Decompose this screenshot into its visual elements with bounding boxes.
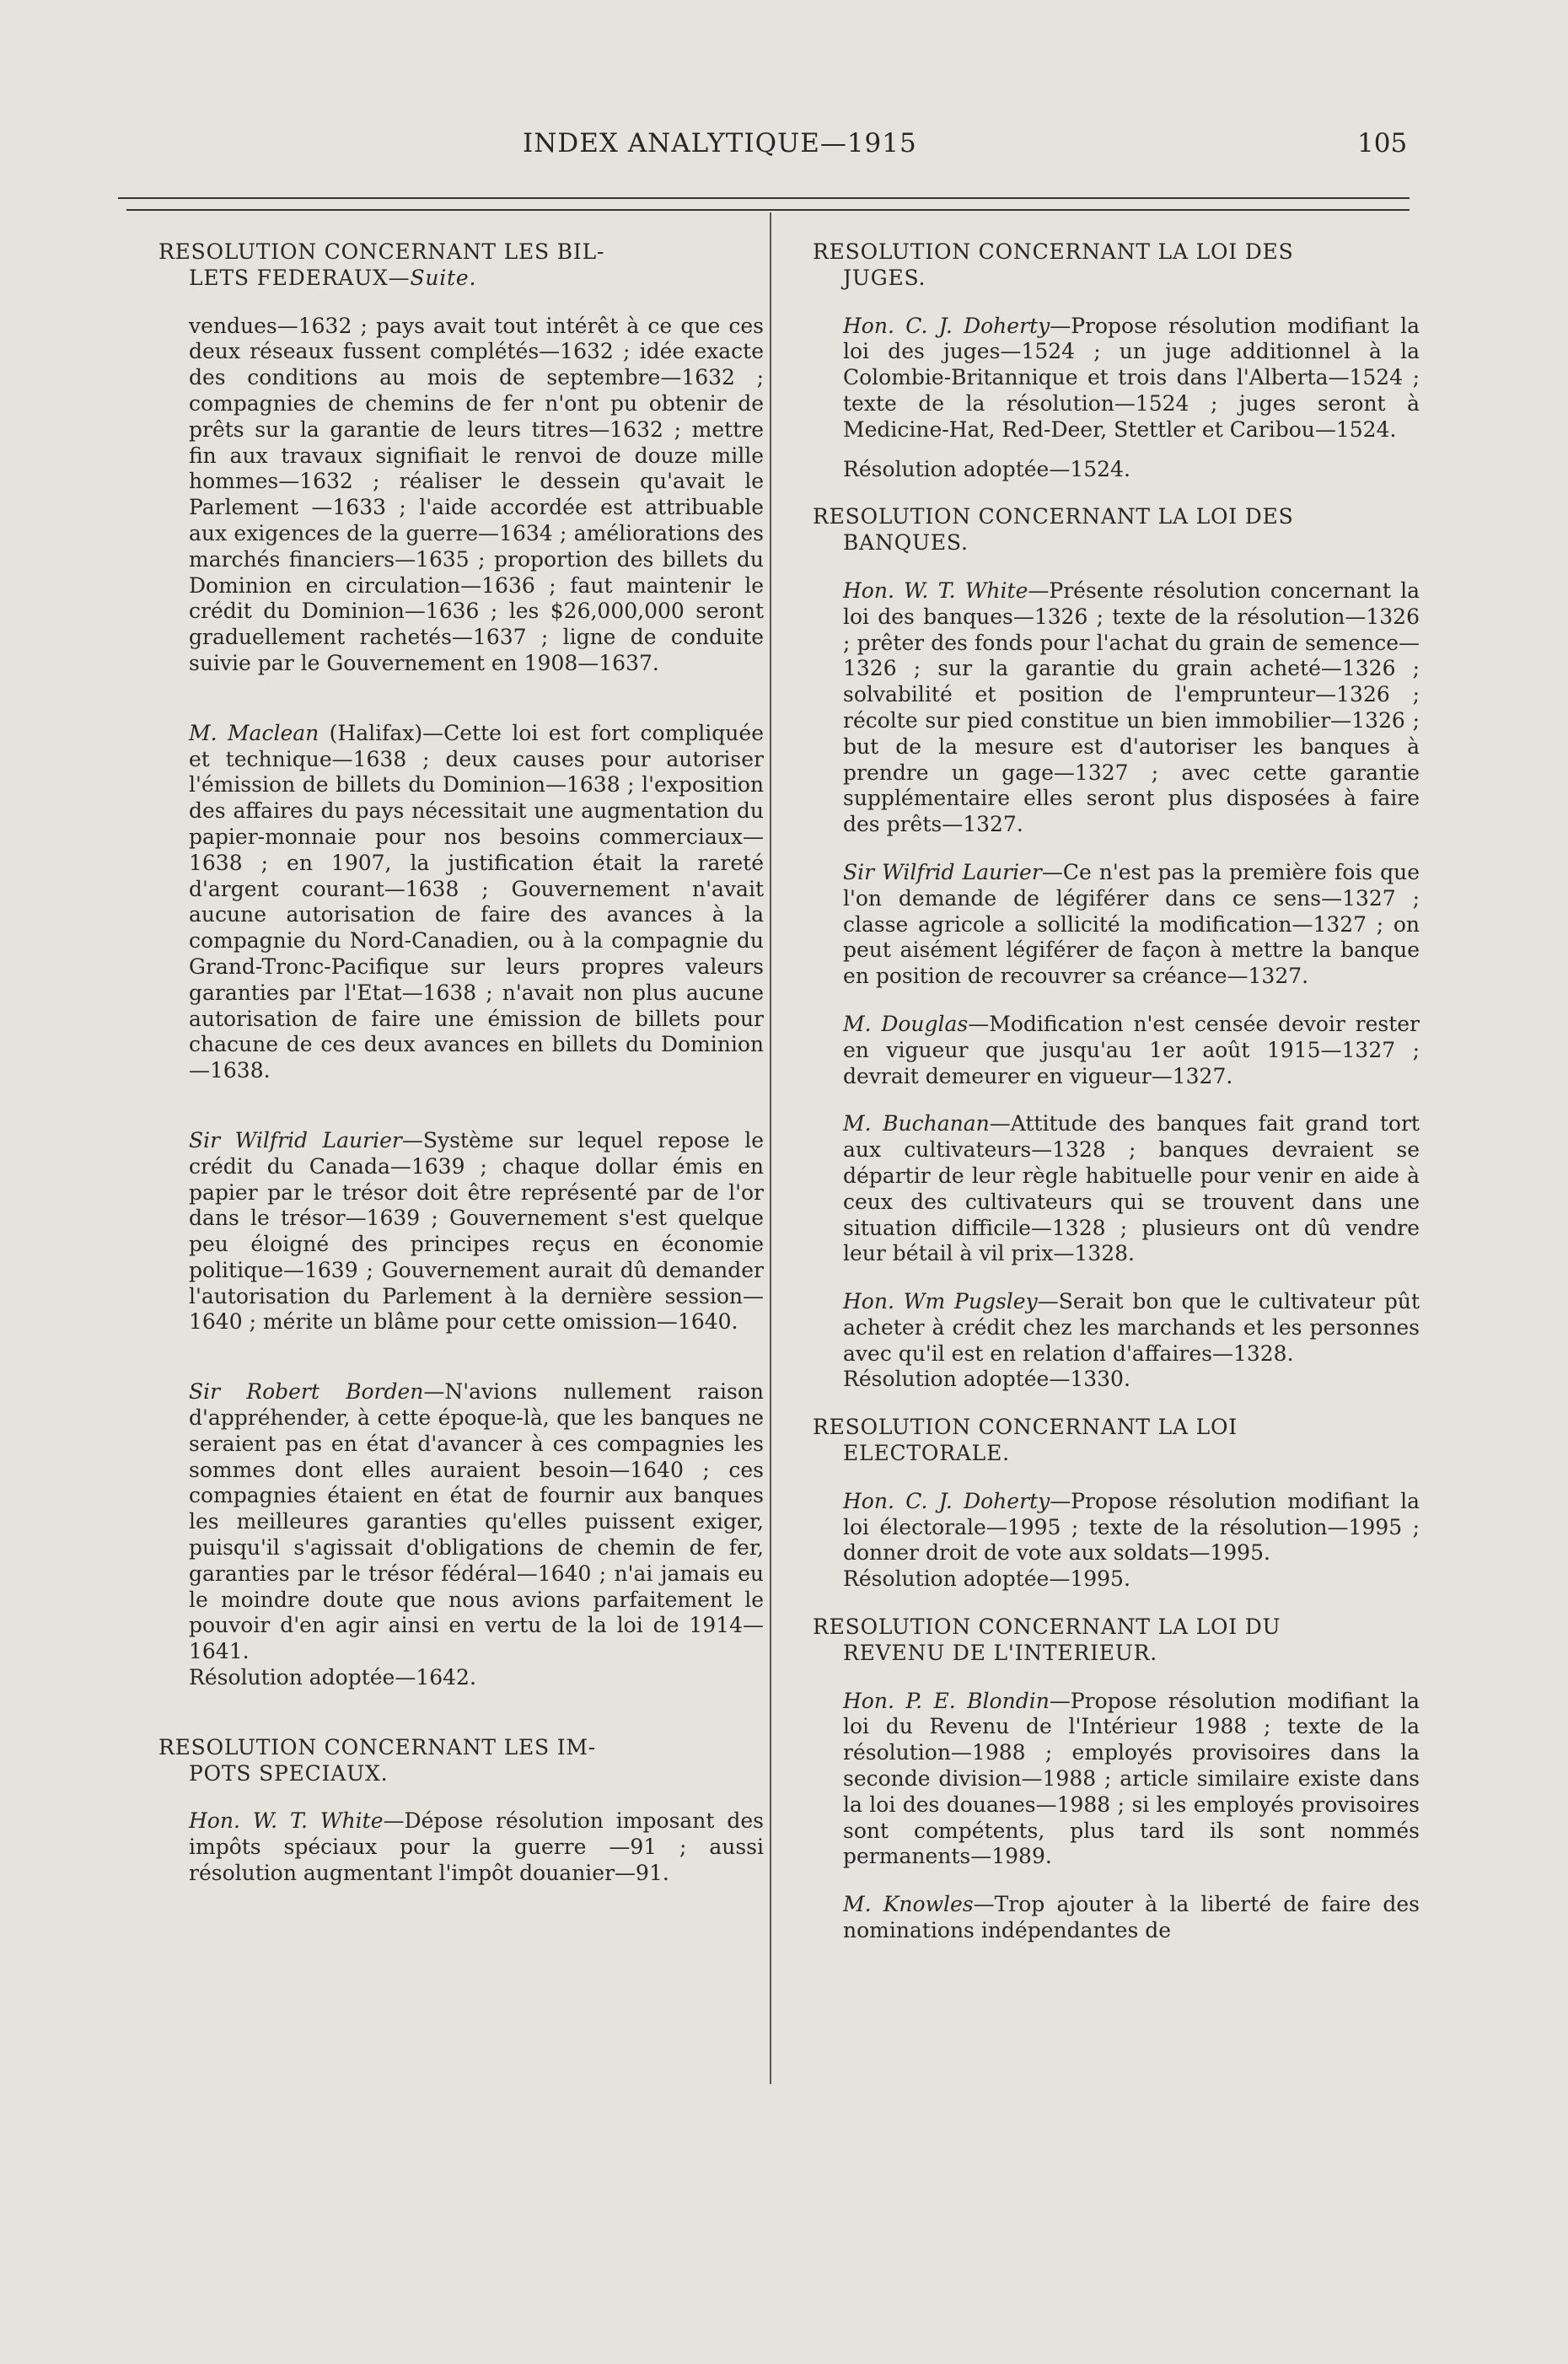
section-heading-loi-des-juges bbox=[813, 239, 1420, 292]
index-entry bbox=[813, 578, 1420, 838]
section-heading-loi-electorale bbox=[813, 1415, 1420, 1467]
section-heading-billets-federaux bbox=[158, 239, 764, 292]
entry-text: —Attitude des banques fait grand tort aux cultivateurs—1328 ; banques devraient se départir de leur règle habituelle pour venir en aide à ceux des cultivateurs qui se trouvent dans une situation difficile—1328 ; plusieurs ont dû vendre leur bétail à vil prix—1328. bbox=[843, 1111, 1420, 1266]
entry-text: —Propose résolution modifiant la loi des juges—1524 ; un juge additionnel à la Colombie-Britannique et trois dans l'Alberta—1524 ; texte de la résolution—1524 ; juges seront à Medicine-Hat, Red-Deer, Stettler et Caribou—1524. bbox=[843, 313, 1420, 442]
entry-speaker: Hon. W. T. White bbox=[189, 1808, 384, 1834]
entry-text: (Halifax)—Cette loi est fort compliquée et technique—1638 ; deux causes pour autoriser l'émission de billets du Dominion—1638 ; l'exposition des affaires du pays nécessitait une augmentation du papier-monnaie pour nos besoins commerciaux—1638 ; en 1907, la justification était la rareté d'argent courant—1638 ; Gouvernement n'avait aucune autorisation de faire des avances à la compagnie du Nord-Canadien, ou à la compagnie du Grand-Tronc-Pacifique sur leurs propres valeurs garanties par l'Etat—1638 ; n'avait non plus aucune autorisation de faire une émission de billets pour chacune de ces deux avances en billets du Dominion—1638. bbox=[189, 720, 764, 1083]
entry-speaker: Sir Wilfrid Laurier bbox=[843, 859, 1042, 884]
top-rule bbox=[118, 197, 1410, 199]
section-heading-impots-speciaux bbox=[158, 1735, 764, 1787]
adoption-note: Résolution adoptée—1995. bbox=[843, 1566, 1130, 1592]
heading-line: RESOLUTION CONCERNANT LA LOI DES bbox=[813, 239, 1294, 264]
index-entry bbox=[813, 1892, 1420, 1944]
entry-text: —Serait bon que le cultivateur pût acheter à crédit chez les marchands et les personnes avec qu'il est en relation d'affaires—1328. bbox=[843, 1289, 1420, 1366]
heading-line bbox=[158, 266, 764, 292]
heading-line: BANQUES. bbox=[843, 530, 969, 556]
index-entry bbox=[813, 1289, 1420, 1367]
heading-line: RESOLUTION CONCERNANT LA LOI DU bbox=[813, 1615, 1281, 1640]
entry-text: —N'avions nullement raison d'appréhender, à cette époque-là, que les banques ne seraient pas en état d'avancer à ces compagnies les sommes dont elles auraient besoin—1640 ; ces compagnies étaient en état de fournir aux banques les meilleures garanties qu'elles puissent exiger, puisqu'il s'agissait d'obligations de chemin de fer, garanties par le trésor fédéral—1640 ; n'ai jamais eu le moindre doute que nous avions parfaitement le pouvoir d'en agir ainsi en vertu de la loi de 1914—1641. bbox=[189, 1379, 764, 1664]
entry-text: —Modification n'est censée devoir rester en vigueur que jusqu'au 1er août 1915—1327 ; devrait demeurer en vigueur—1327. bbox=[843, 1011, 1420, 1088]
heading-line: JUGES. bbox=[843, 265, 926, 290]
index-entry bbox=[158, 721, 764, 1084]
index-entry bbox=[158, 1379, 764, 1665]
heading-line: RESOLUTION CONCERNANT LA LOI DES bbox=[813, 504, 1294, 529]
entry-text: —Système sur lequel repose le crédit du Canada—1639 ; chaque dollar émis en papier par le trésor doit être représenté par de l'or dans le trésor—1639 ; Gouvernement s'est quelque peu éloigné des principes reçus en économie politique—1639 ; Gouvernement aurait dû demander l'autorisation du Parlement à la dernière session—1640 ; mérite un blâme pour cette omission—1640. bbox=[189, 1127, 764, 1335]
entry-text: —Propose résolution modifiant la loi électorale—1995 ; texte de la résolution—1995 ; donner droit de vote aux soldats—1995. bbox=[843, 1488, 1420, 1566]
index-entry bbox=[813, 1012, 1420, 1089]
index-entry bbox=[158, 1128, 764, 1335]
adoption-note: Résolution adoptée—1642. bbox=[189, 1665, 476, 1690]
index-entry bbox=[158, 314, 764, 677]
entry-speaker: Hon. P. E. Blondin bbox=[843, 1688, 1050, 1713]
heading-line: RESOLUTION CONCERNANT LES BIL- bbox=[158, 239, 605, 264]
entry-text: vendues—1632 ; pays avait tout intérêt à ce que ces deux réseaux fussent complétés—1632 ; idée exacte des conditions au mois de septembre—1632 ; compagnies de chemins de fer n'ont pu obtenir de prêts sur la garantie de leurs titres—1632 ; mettre fin aux travaux signifiait le renvoi de douze mille hommes—1632 ; réaliser le dessein qu'avait le Parlement —1633 ; l'aide accordée est attribuable aux exigences de la guerre—1634 ; améliorations des marchés financiers—1635 ; proportion des billets du Dominion en circulation—1636 ; faut maintenir le crédit du Dominion—1636 ; les $26,000,000 seront graduellement rachetés—1637 ; ligne de conduite suivie par le Gouvernement en 1908—1637. bbox=[189, 313, 764, 675]
entry-speaker: Hon. W. T. White bbox=[843, 578, 1028, 603]
index-entry bbox=[158, 1808, 764, 1886]
heading-line: POTS SPECIAUX. bbox=[189, 1760, 389, 1786]
entry-speaker: M. Knowles bbox=[843, 1892, 974, 1917]
section-heading-loi-des-banques bbox=[813, 504, 1420, 556]
entry-text: —Propose résolution modifiant la loi du Revenu de l'Intérieur 1988 ; texte de la résolution—1988 ; employés provisoires dans la seconde division—1988 ; article similaire existe dans la loi des douanes—1988 ; si les employés provisoires sont compétents, plus tard ils sont nommés permanents—1989. bbox=[843, 1688, 1420, 1869]
entry-speaker: Hon. C. J. Doherty bbox=[843, 313, 1050, 338]
heading-line: REVENU DE L'INTERIEUR. bbox=[843, 1640, 1158, 1665]
heading-line: RESOLUTION CONCERNANT LES IM- bbox=[158, 1734, 597, 1760]
heading-line: ELECTORALE. bbox=[843, 1441, 1010, 1466]
index-entry bbox=[813, 860, 1420, 990]
column-divider bbox=[770, 212, 771, 2084]
top-rule-secondary bbox=[126, 209, 1410, 211]
entry-speaker: M. Maclean bbox=[189, 720, 320, 745]
index-entry bbox=[813, 1489, 1420, 1566]
heading-suite: Suite. bbox=[410, 265, 477, 290]
entry-text: —Ce n'est pas la première fois que l'on demande de légiférer dans ce sens—1327 ; classe agricole a sollicité la modification—1327 ; on peut aisément légiférer de façon à mettre la banque en position de recouvrer sa créance—1327. bbox=[843, 859, 1420, 989]
right-column bbox=[813, 239, 1420, 1944]
adoption-note: Résolution adoptée—1524. bbox=[843, 456, 1130, 481]
entry-speaker: M. Douglas bbox=[843, 1011, 969, 1036]
entry-text: —Dépose résolution imposant des impôts spéciaux pour la guerre —91 ; aussi résolution augmentant l'impôt douanier—91. bbox=[189, 1808, 764, 1886]
section-heading-revenu-interieur bbox=[813, 1615, 1420, 1667]
entry-speaker: Hon. Wm Pugsley bbox=[843, 1289, 1038, 1314]
entry-speaker: Sir Wilfrid Laurier bbox=[189, 1127, 402, 1152]
left-column bbox=[158, 239, 764, 1887]
entry-text: —Trop ajouter à la liberté de faire des nominations indépendantes de bbox=[843, 1892, 1420, 1943]
page-number: 105 bbox=[1357, 128, 1408, 158]
running-title: INDEX ANALYTIQUE—1915 bbox=[523, 128, 917, 158]
entry-speaker: Hon. C. J. Doherty bbox=[843, 1488, 1050, 1513]
adoption-note: Résolution adoptée—1330. bbox=[843, 1367, 1130, 1392]
heading-line-text: LETS FEDERAUX— bbox=[189, 265, 411, 290]
entry-speaker: Sir Robert Borden bbox=[189, 1379, 424, 1405]
index-entry bbox=[813, 1689, 1420, 1871]
index-entry bbox=[813, 1111, 1420, 1267]
heading-line: RESOLUTION CONCERNANT LA LOI bbox=[813, 1415, 1238, 1440]
entry-text: —Présente résolution concernant la loi des banques—1326 ; texte de la résolution—1326 ; prêter des fonds pour l'achat du grain de semence—1326 ; sur la garantie du grain acheté—1326 ; solvabilité et position de l'emprunteur—1326 ; récolte sur pied constitue un bien immobilier—1326 ; but de la mesure est d'autoriser les banques à prendre un gage—1327 ; avec cette garantie supplémentaire elles seront plus disposées à faire des prêts—1327. bbox=[843, 578, 1420, 837]
index-entry bbox=[813, 314, 1420, 443]
entry-speaker: M. Buchanan bbox=[843, 1111, 990, 1136]
